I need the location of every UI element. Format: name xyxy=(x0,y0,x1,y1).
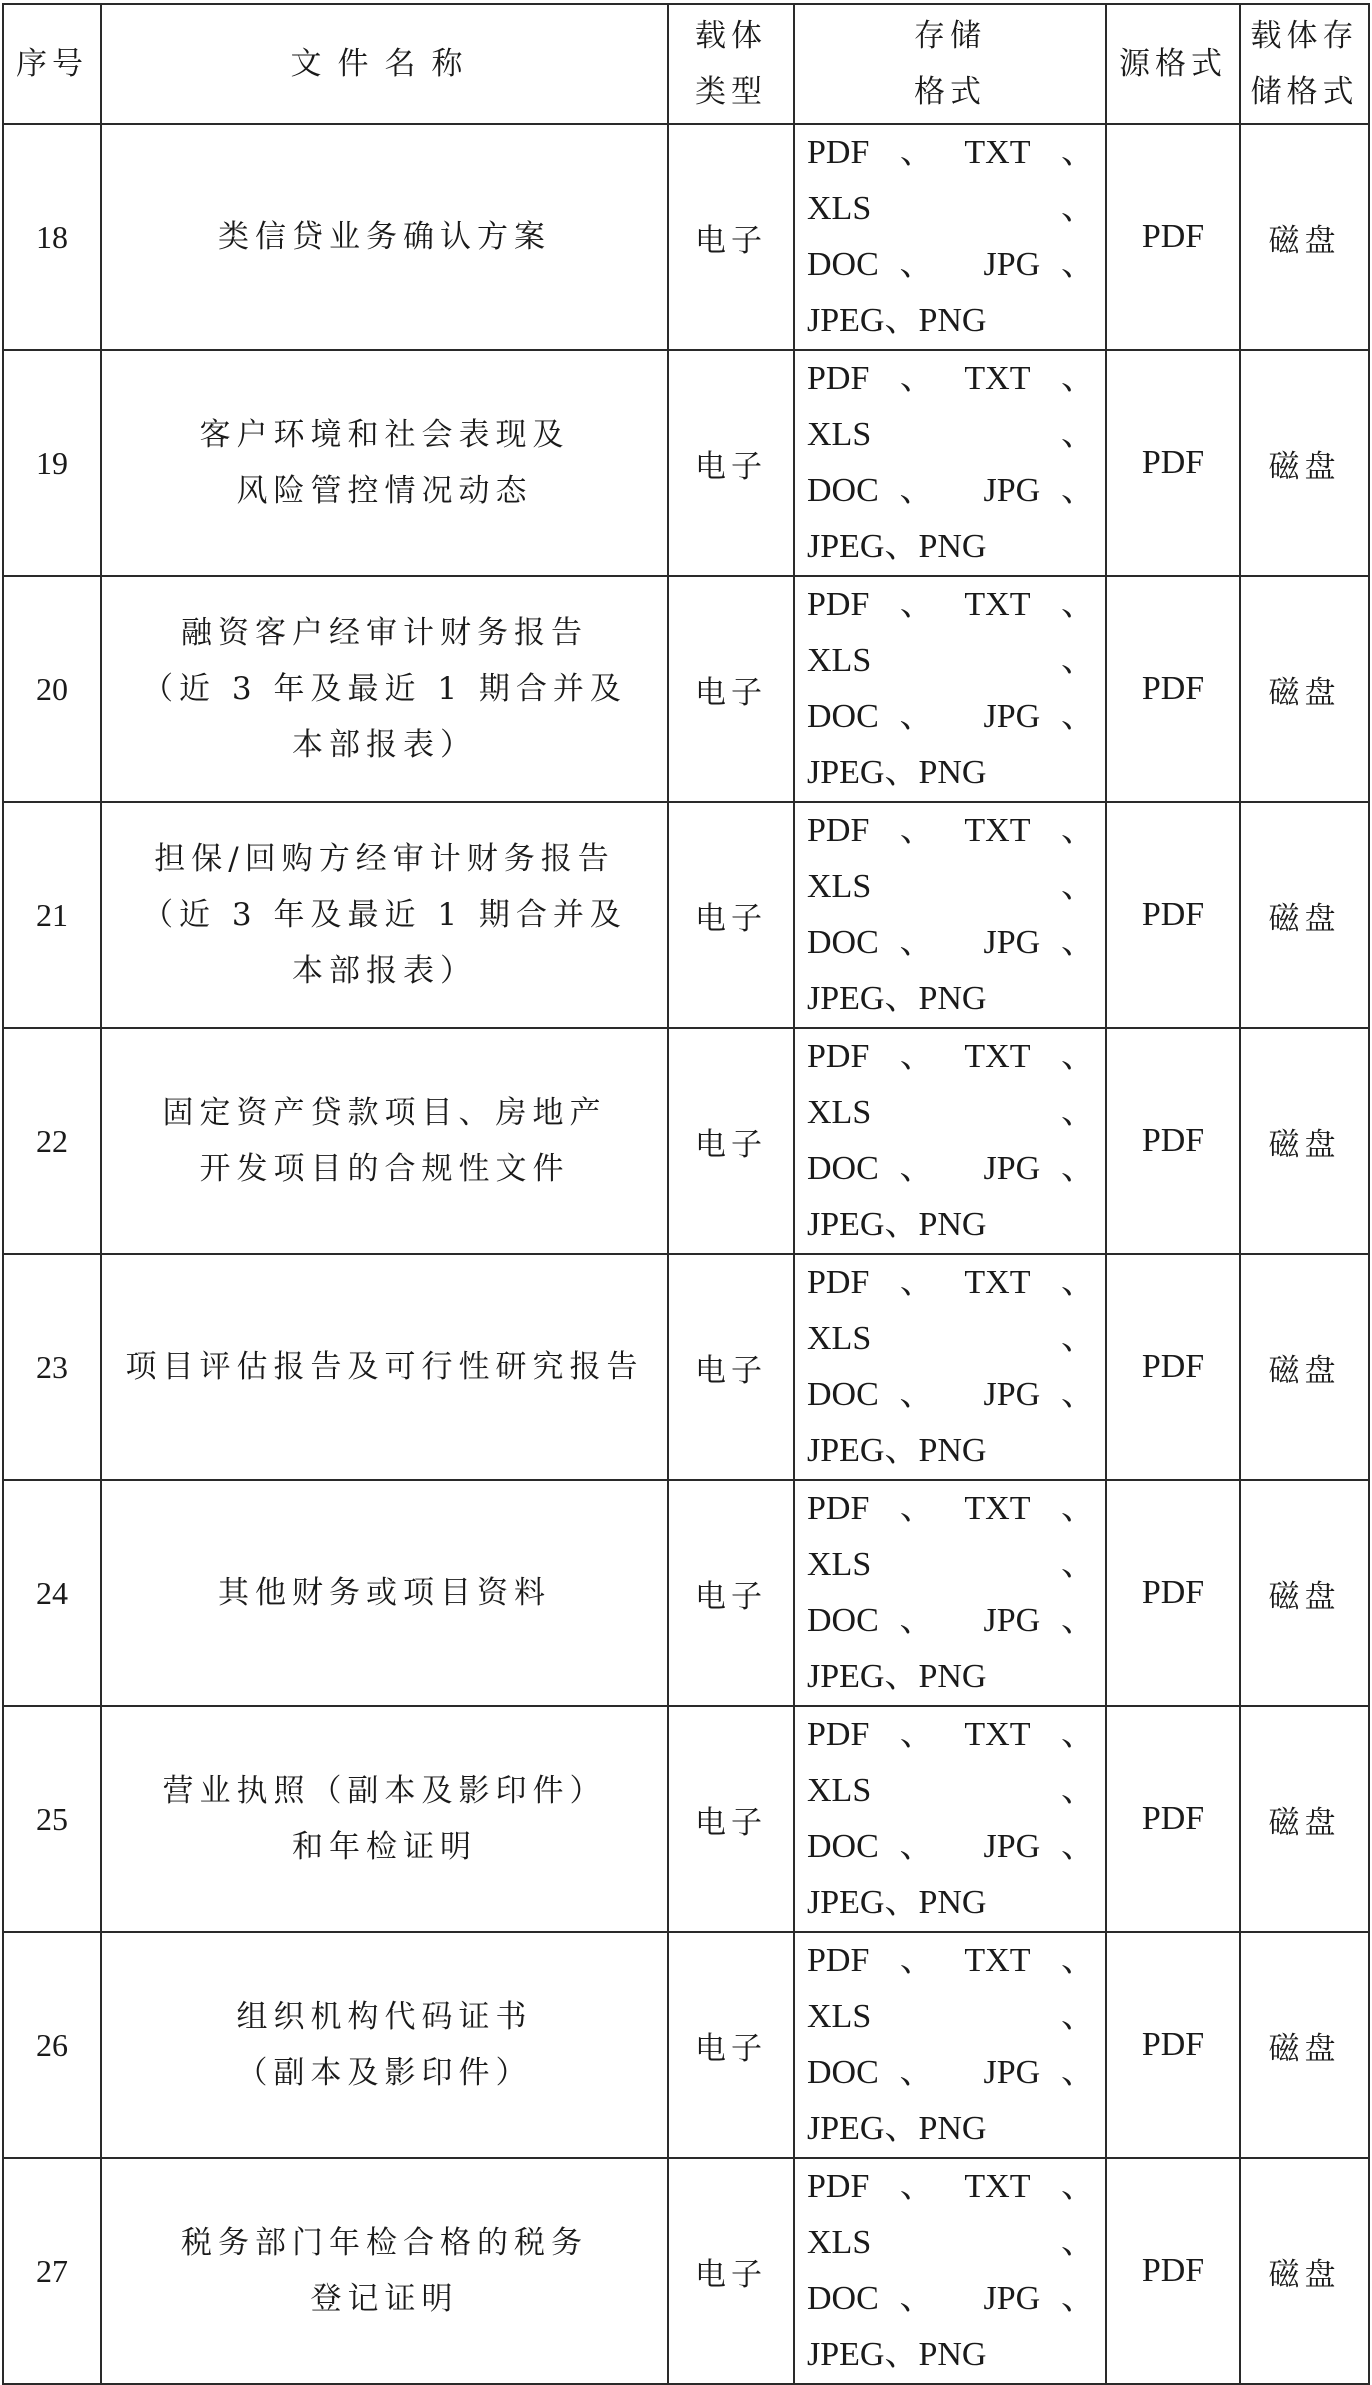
file-name-line: 项目评估报告及可行性研究报告 xyxy=(125,1349,644,1385)
row-storage-format-cell xyxy=(794,1254,1106,1480)
row-media-storage-cell: 磁盘 xyxy=(1240,350,1369,576)
header-storage-format-line: 存储 xyxy=(914,18,986,54)
row-carrier-type-cell: 电子 xyxy=(668,350,794,576)
row-carrier-type-cell: 电子 xyxy=(668,1480,794,1706)
table-body xyxy=(3,124,1369,2384)
header-media-storage-format-line: 载体存 xyxy=(1250,18,1359,54)
header-media-storage-format xyxy=(1240,4,1369,124)
row-seq-cell: 26 xyxy=(3,1932,101,2158)
table-row xyxy=(3,576,1369,802)
row-media-storage-cell: 磁盘 xyxy=(1240,576,1369,802)
table-row xyxy=(3,350,1369,576)
header-source-format: 源格式 xyxy=(1106,4,1240,124)
row-media-storage-cell: 磁盘 xyxy=(1240,1254,1369,1480)
row-seq-cell: 22 xyxy=(3,1028,101,1254)
row-source-format-cell: PDF xyxy=(1106,1706,1240,1932)
storage-format-line: PDF、TXT、XLS、 xyxy=(807,1038,1095,1131)
storage-format-line: PDF、TXT、XLS、 xyxy=(807,134,1095,227)
row-storage-format-cell xyxy=(794,1932,1106,2158)
storage-format-line: PDF、TXT、XLS、 xyxy=(807,812,1095,905)
storage-format-line: DOC、 JPG、 xyxy=(807,2280,1095,2317)
row-storage-format-cell xyxy=(794,802,1106,1028)
row-file-name-cell xyxy=(101,1932,668,2158)
row-carrier-type-cell: 电子 xyxy=(668,124,794,350)
storage-format-line: DOC、 JPG、 xyxy=(807,1828,1095,1865)
file-name-line: 其他财务或项目资料 xyxy=(218,1575,551,1611)
row-source-format-cell: PDF xyxy=(1106,1254,1240,1480)
row-source-format-cell: PDF xyxy=(1106,1480,1240,1706)
storage-format-line: PDF、TXT、XLS、 xyxy=(807,1716,1095,1809)
header-seq: 序号 xyxy=(3,4,101,124)
header-storage-format-line: 格式 xyxy=(914,74,986,110)
row-file-name-cell xyxy=(101,802,668,1028)
row-seq-cell: 19 xyxy=(3,350,101,576)
row-carrier-type-cell: 电子 xyxy=(668,1028,794,1254)
storage-format-line: JPEG、PNG xyxy=(807,2336,987,2373)
row-seq-cell: 18 xyxy=(3,124,101,350)
row-file-name-cell xyxy=(101,350,668,576)
row-seq-cell: 23 xyxy=(3,1254,101,1480)
file-name-line: 和年检证明 xyxy=(292,1829,477,1865)
row-source-format-cell: PDF xyxy=(1106,1028,1240,1254)
row-carrier-type-cell: 电子 xyxy=(668,2158,794,2384)
row-storage-format-cell xyxy=(794,350,1106,576)
table-row xyxy=(3,1932,1369,2158)
table-row xyxy=(3,1028,1369,1254)
row-seq-cell: 20 xyxy=(3,576,101,802)
table-header-row xyxy=(3,4,1369,124)
file-name-line: （近 3 年及最近 1 期合并及 xyxy=(142,897,627,933)
storage-format-line: JPEG、PNG xyxy=(807,1206,987,1243)
row-file-name-cell xyxy=(101,1706,668,1932)
storage-format-line: JPEG、PNG xyxy=(807,1432,987,1469)
header-carrier-type-line: 载体 xyxy=(695,18,767,54)
row-storage-format-cell xyxy=(794,124,1106,350)
row-source-format-cell: PDF xyxy=(1106,2158,1240,2384)
file-name-line: 本部报表） xyxy=(292,727,477,763)
header-file-name: 文件名称 xyxy=(101,4,668,124)
file-name-line: 本部报表） xyxy=(292,953,477,989)
storage-format-line: DOC、 JPG、 xyxy=(807,2054,1095,2091)
row-media-storage-cell: 磁盘 xyxy=(1240,1932,1369,2158)
storage-format-line: JPEG、PNG xyxy=(807,1658,987,1695)
storage-format-line: JPEG、PNG xyxy=(807,754,987,791)
storage-format-line: DOC、 JPG、 xyxy=(807,1150,1095,1187)
file-name-line: 组织机构代码证书 xyxy=(236,1999,533,2035)
storage-format-line: PDF、TXT、XLS、 xyxy=(807,1490,1095,1583)
row-storage-format-cell xyxy=(794,1480,1106,1706)
row-media-storage-cell: 磁盘 xyxy=(1240,802,1369,1028)
row-seq-cell: 27 xyxy=(3,2158,101,2384)
row-file-name-cell xyxy=(101,1254,668,1480)
storage-format-line: DOC、 JPG、 xyxy=(807,1376,1095,1413)
storage-format-line: DOC、 JPG、 xyxy=(807,924,1095,961)
row-seq-cell: 21 xyxy=(3,802,101,1028)
storage-format-line: PDF、TXT、XLS、 xyxy=(807,360,1095,453)
row-carrier-type-cell: 电子 xyxy=(668,1254,794,1480)
header-storage-format xyxy=(794,4,1106,124)
row-seq-cell: 25 xyxy=(3,1706,101,1932)
row-storage-format-cell xyxy=(794,1028,1106,1254)
row-media-storage-cell: 磁盘 xyxy=(1240,124,1369,350)
row-source-format-cell: PDF xyxy=(1106,124,1240,350)
row-media-storage-cell: 磁盘 xyxy=(1240,1480,1369,1706)
row-file-name-cell xyxy=(101,1028,668,1254)
file-name-line: 固定资产贷款项目、房地产 xyxy=(162,1095,607,1131)
header-carrier-type-line: 类型 xyxy=(695,74,767,110)
storage-format-line: DOC、 JPG、 xyxy=(807,246,1095,283)
file-name-line: （近 3 年及最近 1 期合并及 xyxy=(142,671,627,707)
file-name-line: 客户环境和社会表现及 xyxy=(199,417,570,453)
row-file-name-cell xyxy=(101,576,668,802)
table-row xyxy=(3,124,1369,350)
row-media-storage-cell: 磁盘 xyxy=(1240,2158,1369,2384)
storage-format-line: JPEG、PNG xyxy=(807,1884,987,1921)
row-media-storage-cell: 磁盘 xyxy=(1240,1028,1369,1254)
storage-format-line: JPEG、PNG xyxy=(807,2110,987,2147)
file-name-line: （副本及影印件） xyxy=(236,2055,533,2091)
row-source-format-cell: PDF xyxy=(1106,350,1240,576)
storage-format-line: JPEG、PNG xyxy=(807,302,987,339)
row-source-format-cell: PDF xyxy=(1106,802,1240,1028)
storage-format-line: JPEG、PNG xyxy=(807,528,987,565)
storage-format-line: DOC、 JPG、 xyxy=(807,472,1095,509)
row-file-name-cell xyxy=(101,1480,668,1706)
file-name-line: 融资客户经审计财务报告 xyxy=(181,615,588,651)
storage-format-line: PDF、TXT、XLS、 xyxy=(807,1264,1095,1357)
table-row xyxy=(3,1480,1369,1706)
file-name-line: 登记证明 xyxy=(310,2281,459,2317)
file-name-line: 开发项目的合规性文件 xyxy=(199,1151,570,1187)
table-row xyxy=(3,1706,1369,1932)
table-row xyxy=(3,802,1369,1028)
row-storage-format-cell xyxy=(794,1706,1106,1932)
row-file-name-cell xyxy=(101,2158,668,2384)
row-storage-format-cell xyxy=(794,2158,1106,2384)
row-carrier-type-cell: 电子 xyxy=(668,802,794,1028)
storage-format-line: JPEG、PNG xyxy=(807,980,987,1017)
file-name-line: 风险管控情况动态 xyxy=(236,473,533,509)
header-carrier-type xyxy=(668,4,794,124)
storage-format-line: PDF、TXT、XLS、 xyxy=(807,2168,1095,2261)
row-file-name-cell xyxy=(101,124,668,350)
file-name-line: 营业执照（副本及影印件） xyxy=(162,1773,607,1809)
file-name-line: 类信贷业务确认方案 xyxy=(218,219,551,255)
storage-format-line: DOC、 JPG、 xyxy=(807,1602,1095,1639)
table-row xyxy=(3,2158,1369,2384)
row-storage-format-cell xyxy=(794,576,1106,802)
row-source-format-cell: PDF xyxy=(1106,576,1240,802)
file-storage-table xyxy=(2,3,1370,2385)
row-carrier-type-cell: 电子 xyxy=(668,1706,794,1932)
storage-format-line: PDF、TXT、XLS、 xyxy=(807,1942,1095,2035)
header-media-storage-format-line: 储格式 xyxy=(1250,74,1359,110)
file-name-line: 担保/回购方经审计财务报告 xyxy=(154,841,615,877)
storage-format-line: PDF、TXT、XLS、 xyxy=(807,586,1095,679)
file-name-line: 税务部门年检合格的税务 xyxy=(181,2225,588,2261)
row-media-storage-cell: 磁盘 xyxy=(1240,1706,1369,1932)
row-seq-cell: 24 xyxy=(3,1480,101,1706)
row-source-format-cell: PDF xyxy=(1106,1932,1240,2158)
row-carrier-type-cell: 电子 xyxy=(668,1932,794,2158)
table-row xyxy=(3,1254,1369,1480)
row-carrier-type-cell: 电子 xyxy=(668,576,794,802)
storage-format-line: DOC、 JPG、 xyxy=(807,698,1095,735)
